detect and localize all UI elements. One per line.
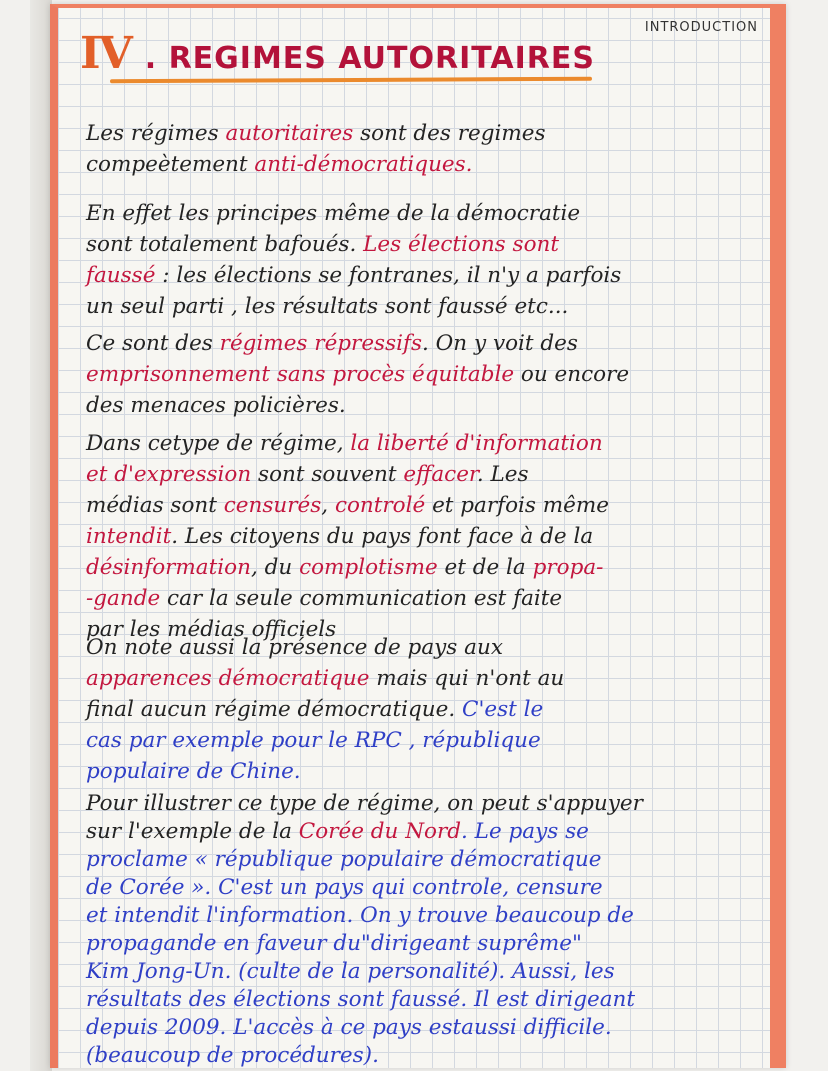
text: : les élections se fontranes, il n'y a parfois: [155, 263, 622, 288]
text-line: résultats des élections sont faussé. Il est dirigeant: [86, 987, 636, 1012]
text-line: Pour illustrer ce type de régime, on peut s'appuyer: [86, 791, 643, 816]
text: sont souvent: [251, 462, 404, 487]
highlight-red: autoritaires: [225, 121, 354, 146]
text: compeètement: [86, 152, 255, 177]
text-line: populaire de Chine.: [86, 759, 301, 784]
title-text: . REGIMES AUTORITAIRES: [144, 41, 595, 76]
highlight-red: la liberté d'information: [350, 431, 603, 456]
highlight-red: Corée du Nord: [298, 819, 461, 844]
section-number: IV: [80, 28, 131, 79]
highlight-red: effacer: [403, 462, 477, 487]
highlight-red: anti-démocratiques.: [254, 152, 473, 177]
highlight-red: régimes répressifs: [219, 331, 422, 356]
paragraph-principles: [86, 198, 766, 322]
text: Ce sont des: [86, 331, 220, 356]
paragraph-repression: [86, 328, 766, 421]
text: sur l'exemple de la: [86, 819, 299, 844]
text: car la seule communication est faite: [160, 586, 563, 611]
text: final aucun régime démocratique.: [86, 697, 463, 722]
text-line: En effet les principes même de la démocratie: [86, 201, 581, 226]
text-line: cas par exemple pour le RPC , république: [86, 728, 541, 753]
text: ou encore: [514, 362, 630, 387]
paragraph-appearances: [86, 632, 766, 787]
text-line: On note aussi la présence de pays aux: [86, 635, 503, 660]
highlight-red: apparences démocratique: [86, 666, 370, 691]
text: Les régimes: [86, 121, 226, 146]
highlight-blue: . Le pays se: [461, 819, 589, 844]
text: ,: [321, 493, 335, 518]
text-line: [86, 583, 766, 614]
text-line: [86, 359, 766, 390]
text-line: proclame « république populaire démocratique: [86, 847, 602, 872]
highlight-red: Les élections sont: [363, 232, 560, 257]
text: mais qui n'ont au: [369, 666, 565, 691]
text-line: [86, 260, 766, 291]
highlight-red: désinformation: [86, 555, 251, 580]
paragraph-information: [86, 428, 766, 645]
highlight-blue: C'est le: [462, 697, 544, 722]
text-line: et intendit l'information. On y trouve beaucoup de: [86, 903, 634, 928]
text-line: [86, 521, 766, 552]
text-line: par les médias officiels: [86, 617, 337, 642]
section-tag: INTRODUCTION: [644, 20, 758, 35]
text: . Les: [476, 462, 529, 487]
text-line: [86, 552, 766, 583]
page-title: [80, 28, 595, 78]
text: Dans cetype de régime,: [86, 431, 351, 456]
text-line: [86, 818, 766, 846]
text-line: des menaces policières.: [86, 393, 346, 418]
text-line: de Corée ». C'est un pays qui controle, censure: [86, 875, 603, 900]
text-line: [86, 459, 766, 490]
text-line: depuis 2009. L'accès à ce pays estaussi difficile.: [86, 1015, 612, 1040]
text-line: (beaucoup de procédures).: [86, 1043, 379, 1068]
notebook-edge: [30, 0, 52, 1071]
text: médias sont: [86, 493, 224, 518]
text: . Les citoyens du pays font face à de la: [171, 524, 594, 549]
text-line: [86, 149, 766, 180]
text-line: [86, 328, 766, 359]
text: , du: [250, 555, 300, 580]
paragraph-north-korea: [86, 790, 766, 1070]
text-line: [86, 694, 766, 725]
text-line: propagande en faveur du"dirigeant suprême": [86, 931, 582, 956]
text-line: [86, 118, 766, 149]
highlight-red: et d'expression: [86, 462, 252, 487]
text-line: [86, 428, 766, 459]
highlight-red: faussé: [86, 263, 156, 288]
text: et de la: [437, 555, 533, 580]
highlight-red: censurés: [223, 493, 322, 518]
text: sont des regimes: [353, 121, 546, 146]
text-line: [86, 490, 766, 521]
highlight-red: intendit: [86, 524, 172, 549]
text-line: un seul parti , les résultats sont faussé etc...: [86, 294, 569, 319]
text-line: [86, 229, 766, 260]
text: . On y voit des: [422, 331, 578, 356]
highlight-red: complotisme: [299, 555, 438, 580]
text: et parfois même: [425, 493, 609, 518]
highlight-red: controlé: [334, 493, 426, 518]
text-line: [86, 663, 766, 694]
highlight-red: emprisonnement sans procès équitable: [86, 362, 515, 387]
text: sont totalement bafoués.: [86, 232, 364, 257]
highlight-red: -gande: [86, 586, 161, 611]
paragraph-intro: [86, 118, 766, 180]
highlight-red: propa-: [532, 555, 604, 580]
text-line: Kim Jong-Un. (culte de la personalité). Aussi, les: [86, 959, 615, 984]
